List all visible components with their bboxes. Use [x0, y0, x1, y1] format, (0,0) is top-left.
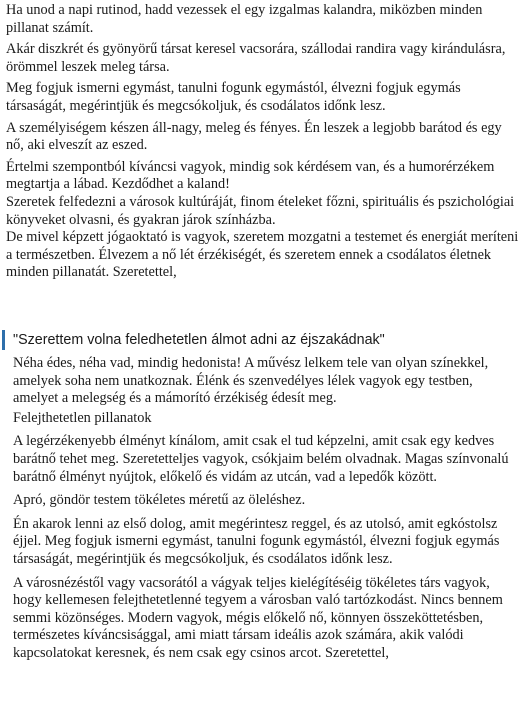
section-paragraph: A városnézéstől vagy vacsorától a vágyak teljes kielégítéséig tökéletes társ vagyok, hogy kellemesen felejthetetlenné tegyem a városban való tartózkodást. Nincs bennem semmi közönséges. Modern vagyok, mégis előkelő nő, könnyen összeköttetésben, természetes kíváncsisággal, ami miatt társam ideális azok számára, akik valódi kapcsolatokat keresnek, és nem csak egy csinos arcot. Szeretettel, [13, 574, 503, 661]
intro-paragraph: A személyiségem készen áll-nagy, meleg és fényes. Én leszek a legjobb barátod és egy nő, aki elveszít az eszed. [6, 119, 502, 154]
quote-text: "Szerettem volna feledhetetlen álmot adni az éjszakádnak" [13, 332, 385, 348]
section-paragraph: Apró, göndör testem tökéletes méretű az öleléshez. [13, 492, 306, 509]
section-intro: Néha édes, néha vad, mindig hedonista! A művész lelkem tele van olyan színekkel, amelyek soha nem unatkoznak. Élénk és szenvedélyes lélek vagyok egy testben, amelyet a melegség és a mámorító érzékiség édesít meg. [13, 355, 489, 407]
intro-section [6, 2, 520, 282]
section-paragraph: A legérzékenyebb élményt kínálom, amit csak el tud képzelni, amit csak egy kedves barátnő tehet meg. Szeretetteljes vagyok, csókjaim belém olvadnak. Magas színvonalú barátnő élményt nyújtok, előkelő és vidám az utcán, vad a lepedők között. [13, 433, 509, 485]
section-paragraph: Én akarok lenni az első dolog, amit megérintesz reggel, és az utolsó, amit egkóstolsz éjjel. Meg fogjuk ismerni egymást, tanulni fogunk egymástól, élvezni fogjuk egymás társaságát, megérintjük és megcsókoljuk, és csodálatos időnk lesz. [13, 515, 500, 567]
details-section [13, 355, 521, 663]
intro-paragraph: Értelmi szempontból kíváncsi vagyok, mindig sok kérdésem van, és a humorérzékem megtartja a lábad. Kezdődhet a kaland! [6, 158, 495, 193]
intro-paragraph: Szeretek felfedezni a városok kultúráját, finom ételeket főzni, spirituális és pszichológiai könyveket olvasni, és gyakran járok színházba. [6, 193, 515, 228]
intro-paragraph: Akár diszkrét és gyönyörű társat keresel vacsorára, szállodai randira vagy kirándulásra, örömmel leszek meleg társa. [6, 41, 506, 75]
intro-paragraph: Ha unod a napi rutinod, hadd vezessek el egy izgalmas kalandra, miközben minden pillanat számít. [6, 2, 483, 36]
section-subheading: Felejthetetlen pillanatok [13, 409, 152, 426]
intro-paragraph: De mivel képzett jógaoktató is vagyok, szeretem mozgatni a testemet és energiát meríteni a természetben. Élvezem a nő lét érzékiségét, és szeretem ennek a csodálatos életnek minden pillanatát. Szeretettel, [6, 229, 519, 281]
intro-paragraph: Meg fogjuk ismerni egymást, tanulni fogunk egymástól, élvezni fogjuk egymás társaságát, megérintjük és megcsókoljuk, és csodálatos időnk lesz. [6, 80, 461, 114]
quote-bar [2, 330, 5, 350]
